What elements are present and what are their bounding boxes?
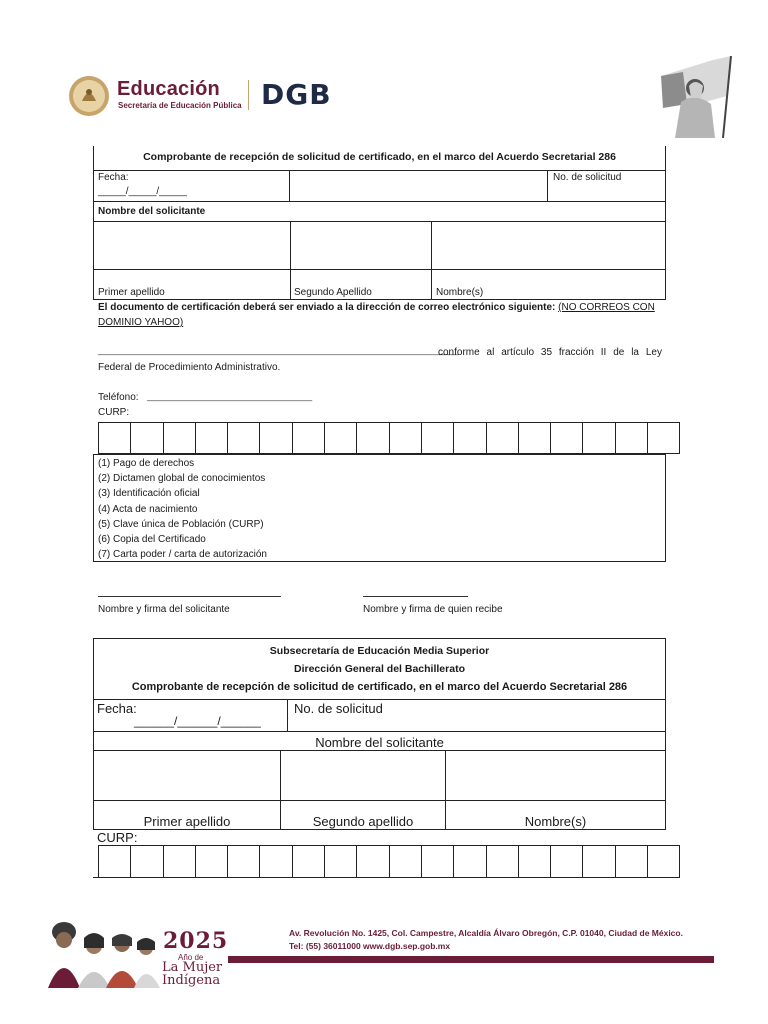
- header: [0, 0, 768, 140]
- document-item: (7) Carta poder / carta de autorización: [98, 549, 267, 561]
- curp-cell[interactable]: [260, 846, 292, 878]
- curp-cell[interactable]: [518, 846, 550, 878]
- curp-cell[interactable]: [518, 423, 550, 454]
- form1-nombre-header: [93, 201, 666, 222]
- curp-cell[interactable]: [325, 846, 357, 878]
- curp-cell[interactable]: [260, 423, 292, 454]
- historic-woman-flag-image: [653, 56, 735, 138]
- firma-solicitante-label: Nombre y firma del solicitante: [98, 604, 230, 615]
- signature-line-solicitante[interactable]: [98, 596, 281, 597]
- form2-curp-grid[interactable]: [98, 845, 680, 878]
- form1-ley-text-content: conforme al artículo 35 fracción II de la Ley Federal de Procedimiento Administrativo.: [98, 347, 662, 373]
- form1-fecha-label: Fecha:: [98, 172, 129, 183]
- signature-line-recibe[interactable]: [363, 596, 468, 597]
- indigenous-women-illustration: [42, 918, 162, 988]
- form2-curp-label: CURP:: [97, 830, 138, 845]
- form2-fecha-cell[interactable]: [93, 699, 288, 732]
- footer-ano-de: Año de: [178, 953, 204, 962]
- form2-name-table: [93, 750, 666, 830]
- curp-cell[interactable]: [163, 846, 195, 878]
- national-seal-icon: [68, 75, 110, 117]
- curp-cell[interactable]: [551, 423, 583, 454]
- curp-cell[interactable]: [583, 846, 615, 878]
- form2-segundo-apellido-cell: [281, 801, 446, 830]
- form2-fecha-blank: ______/______/______: [134, 714, 261, 728]
- form1-primer-apellido-input[interactable]: [94, 222, 291, 270]
- curp-cell[interactable]: [486, 423, 518, 454]
- form1-nombres-cell: [432, 270, 666, 300]
- form1-fecha-blank: _____/_____/_____: [98, 186, 187, 197]
- form2-primer-apellido-cell: [94, 801, 281, 830]
- form1-segundo-apellido-label: Segundo Apellido: [294, 287, 372, 298]
- firma-recibe-label: Nombre y firma de quien recibe: [363, 604, 503, 615]
- form2-title-line1: Subsecretaría de Educación Media Superior: [269, 645, 490, 657]
- education-logo-title: Educación: [117, 78, 220, 100]
- form2-nombres-input[interactable]: [446, 751, 666, 801]
- curp-cell[interactable]: [99, 846, 131, 878]
- curp-cell[interactable]: [389, 846, 421, 878]
- form1-email-note: [98, 300, 660, 330]
- curp-cell[interactable]: [228, 846, 260, 878]
- dgb-logo: DGB: [261, 78, 332, 111]
- form1-telefono-label: Teléfono:: [98, 392, 139, 403]
- form1-email-blank[interactable]: ________________________________________________________________________: [98, 345, 459, 355]
- curp-cell[interactable]: [131, 423, 163, 454]
- document-item: (3) Identificación oficial: [98, 488, 200, 500]
- curp-cell[interactable]: [131, 846, 163, 878]
- footer-year: 2025: [163, 928, 229, 954]
- form2-title-box: [93, 638, 666, 700]
- form1-solicitud-label: No. de solicitud: [553, 172, 622, 183]
- form1-ley-text: [98, 345, 662, 375]
- document-item: (1) Pago de derechos: [98, 458, 195, 469]
- form2-segundo-apellido-label: Segundo apellido: [312, 814, 414, 829]
- form2-nombre-label: Nombre del solicitante: [315, 735, 444, 750]
- form1-segundo-apellido-cell: [291, 270, 432, 300]
- form2-nombre-header: [93, 731, 666, 751]
- education-logo-subtitle: Secretaría de Educación Pública: [118, 101, 242, 110]
- form1-name-table: [93, 221, 666, 300]
- curp-cell[interactable]: [292, 423, 324, 454]
- form2-solicitud-cell[interactable]: [287, 699, 666, 732]
- curp-cell[interactable]: [421, 846, 453, 878]
- curp-cell[interactable]: [389, 423, 421, 454]
- curp-cell[interactable]: [648, 423, 680, 454]
- form1-email-warning: (NO CORREOS CON DOMINIO YAHOO): [98, 302, 655, 328]
- document-item: (4) Acta de nacimiento: [98, 503, 198, 515]
- curp-cell[interactable]: [551, 846, 583, 878]
- form1-nombres-label: Nombre(s): [436, 287, 484, 298]
- form1-fecha-cell[interactable]: [93, 170, 290, 202]
- form1-nombre-label: Nombre del solicitante: [98, 206, 206, 217]
- form1-primer-apellido-label: Primer apellido: [98, 287, 165, 298]
- logo-divider: [248, 80, 249, 110]
- footer-rule: [228, 956, 714, 963]
- form2-bottom-rule: [93, 877, 666, 878]
- form2-title-line2: Dirección General del Bachillerato: [294, 663, 465, 675]
- curp-cell[interactable]: [228, 423, 260, 454]
- form1-solicitud-cell[interactable]: [547, 170, 666, 202]
- form2-solicitud-label: No. de solicitud: [294, 701, 383, 716]
- form2-segundo-apellido-input[interactable]: [281, 751, 446, 801]
- footer-contact: Tel: (55) 36011000 www.dgb.sep.gob.mx: [289, 941, 451, 951]
- document-item: (5) Clave única de Población (CURP): [98, 518, 264, 530]
- curp-cell[interactable]: [454, 846, 486, 878]
- curp-cell[interactable]: [195, 846, 227, 878]
- document-item: (6) Copia del Certificado: [98, 534, 206, 546]
- curp-cell[interactable]: [163, 423, 195, 454]
- footer-indigena: Indígena: [162, 973, 221, 988]
- form1-title: Comprobante de recepción de solicitud de certificado, en el marco del Acuerdo Secretarial 286: [143, 151, 616, 163]
- curp-cell[interactable]: [486, 846, 518, 878]
- form1-email-note-text: El documento de certificación deberá ser enviado a la dirección de correo electrónico siguiente:: [98, 302, 556, 313]
- form2-primer-apellido-label: Primer apellido: [143, 814, 231, 829]
- form1-nombres-input[interactable]: [432, 222, 666, 270]
- curp-cell[interactable]: [357, 846, 389, 878]
- curp-cell[interactable]: [421, 423, 453, 454]
- form2-fecha-label: Fecha:: [97, 701, 137, 716]
- form2-primer-apellido-input[interactable]: [94, 751, 281, 801]
- curp-cell[interactable]: [454, 423, 486, 454]
- form2-nombres-label: Nombre(s): [524, 814, 587, 829]
- curp-cell[interactable]: [648, 846, 680, 878]
- footer-la-mujer: La Mujer: [162, 960, 223, 975]
- form1-curp-label: CURP:: [98, 407, 130, 418]
- form2-title-line3: Comprobante de recepción de solicitud de certificado, en el marco del Acuerdo Secretarial 286: [131, 681, 628, 693]
- footer-address: Av. Revolución No. 1425, Col. Campestre, Alcaldía Álvaro Obregón, C.P. 01040, Ciudad de México.: [289, 928, 683, 938]
- curp-cell[interactable]: [325, 423, 357, 454]
- curp-cell[interactable]: [615, 423, 647, 454]
- curp-cell[interactable]: [99, 423, 131, 454]
- form1-segundo-apellido-input[interactable]: [291, 222, 432, 270]
- form1-telefono-blank[interactable]: _________________________________: [147, 391, 313, 401]
- document-item: (2) Dictamen global de conocimientos: [98, 473, 266, 485]
- form1-documents-box: [93, 454, 666, 562]
- curp-cell[interactable]: [292, 846, 324, 878]
- curp-cell[interactable]: [357, 423, 389, 454]
- form1-middle-cell[interactable]: [290, 170, 548, 202]
- curp-cell[interactable]: [583, 423, 615, 454]
- form2-nombres-cell: [446, 801, 666, 830]
- form1-curp-grid[interactable]: [98, 422, 680, 454]
- curp-cell[interactable]: [615, 846, 647, 878]
- form1-primer-apellido-cell: [94, 270, 291, 300]
- curp-cell[interactable]: [195, 423, 227, 454]
